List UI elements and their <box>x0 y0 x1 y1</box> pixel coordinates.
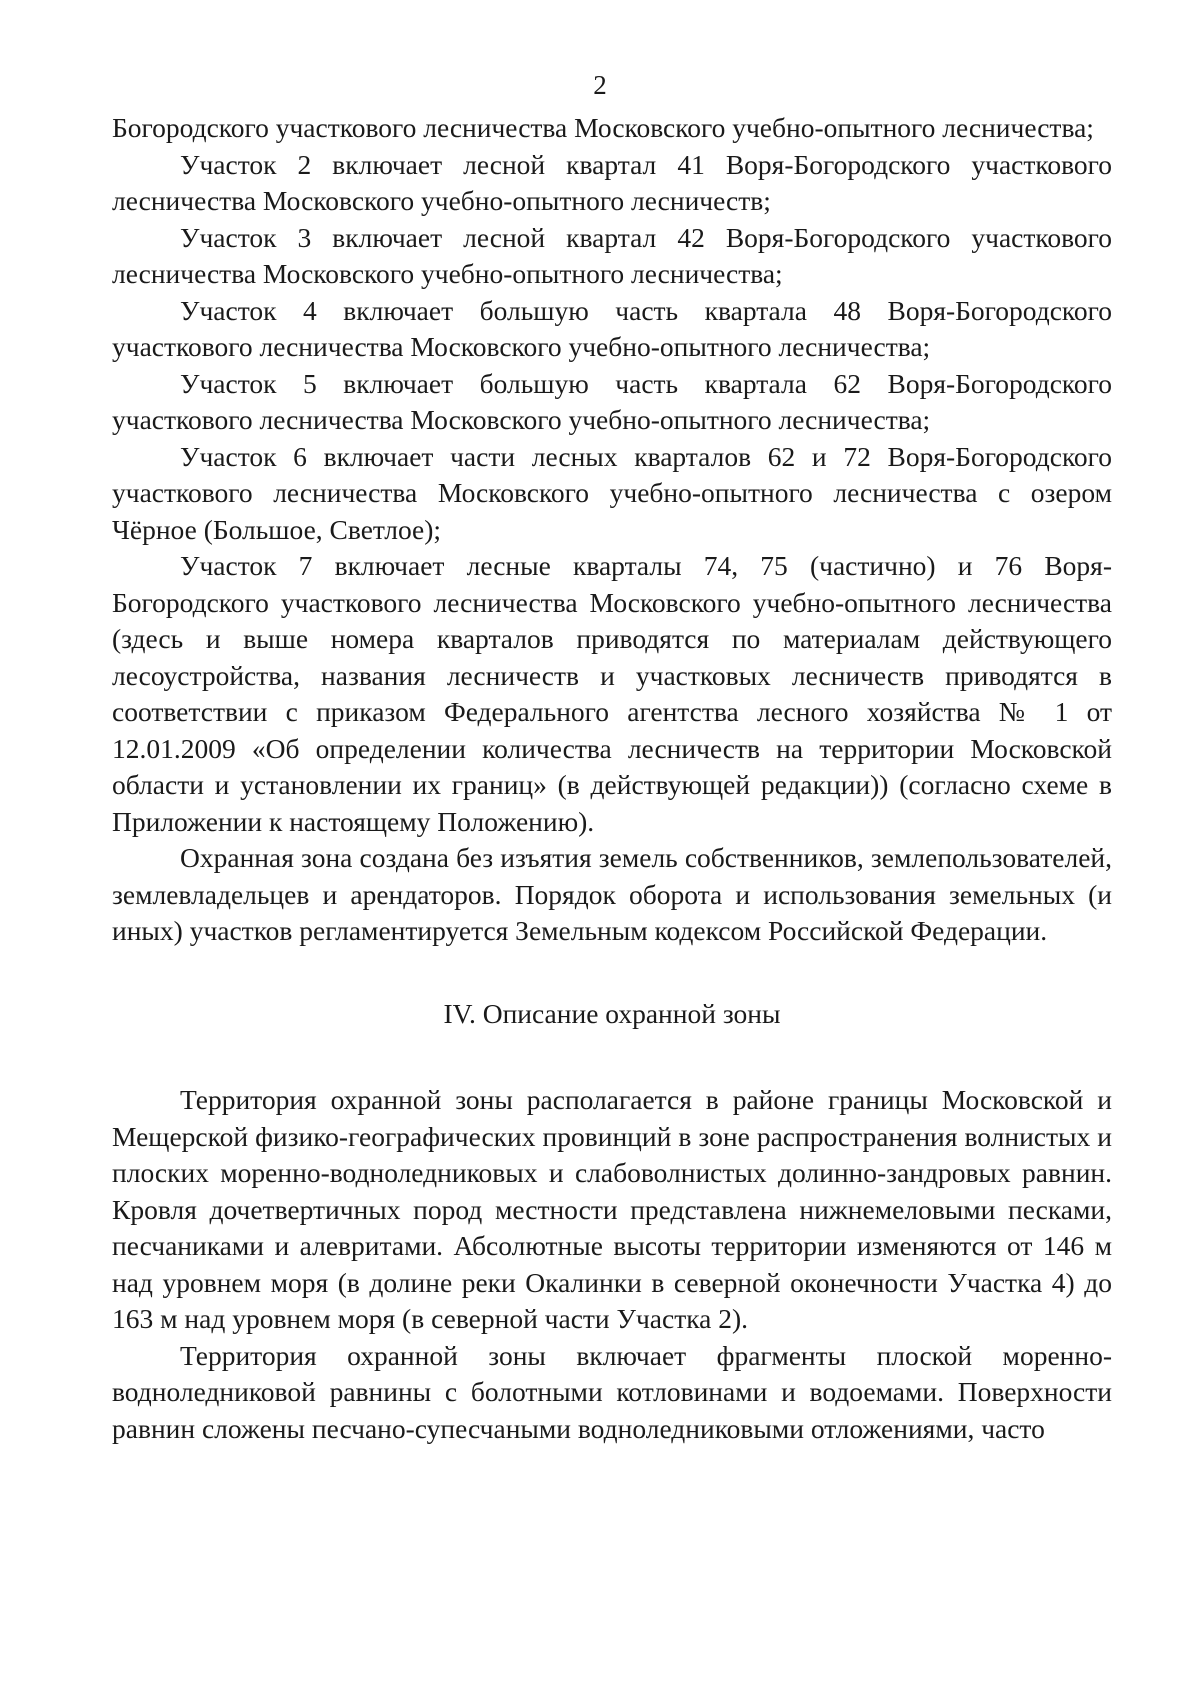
page-number: 2 <box>593 70 607 100</box>
paragraph-plot-5: Участок 5 включает большую часть квартала 62 Воря-Богородского участкового лесничества Московского учебно-опытного лесничества; <box>112 367 1112 435</box>
paragraph-territory-location: Территория охранной зоны располагается в районе границы Московской и Мещерской физико-географических провинций в зоне распространения волнистых и плоских моренно-водноледниковых и слабоволнистых долинно-зандровых равнин. Кровля дочетвертичных пород местности представлена нижнемеловыми песками, песчаниками и алевритами. Абсолютные высоты территории изменяются от 146 м над уровнем моря (в долине реки Окалинки в северной оконечности Участка 4) до 163 м над уровнем моря (в северной части Участка 2). <box>112 1084 1112 1334</box>
paragraph-plot-7: Участок 7 включает лесные кварталы 74, 75 (частично) и 76 Воря-Богородского участкового лесничества Московского учебно-опытного лесничества (здесь и выше номера кварталов приводятся по материалам действующего лесоустройства, названия лесничеств и участковых лесничеств приводятся в соответствии с приказом Федерального агентства лесного хозяйства № 1 от 12.01.2009 «Об определении количества лесничеств на территории Московской области и установлении их границ» (в действующей редакции)) (согласно схеме в Приложении к настоящему Положению). <box>112 550 1112 837</box>
paragraph-plot-4: Участок 4 включает большую часть квартала 48 Воря-Богородского участкового лесничества Московского учебно-опытного лесничества; <box>112 294 1112 362</box>
paragraph-plot-3: Участок 3 включает лесной квартал 42 Воря-Богородского участкового лесничества Московского учебно-опытного лесничества; <box>112 221 1112 289</box>
paragraph-protected-zone: Охранная зона создана без изъятия земель собственников, землепользователей, землевладельцев и арендаторов. Порядок оборота и использования земельных (и иных) участков регламентируется Земельным кодексом Российской Федерации. <box>112 842 1112 946</box>
paragraph-territory-relief: Территория охранной зоны включает фрагменты плоской моренно-водноледниковой равнины с болотными котловинами и водоемами. Поверхности равнин сложены песчано-супесчаными водноледниковыми отложениями, часто <box>112 1339 1112 1444</box>
paragraph-plot-6: Участок 6 включает части лесных кварталов 62 и 72 Воря-Богородского участкового лесничества Московского учебно-опытного лесничества с озером Чёрное (Большое, Светлое); <box>112 440 1112 545</box>
section-heading: IV. Описание охранной зоны <box>443 997 781 1029</box>
paragraph-plot-2: Участок 2 включает лесной квартал 41 Воря-Богородского участкового лесничества Московского учебно-опытного лесничеств; <box>112 148 1112 216</box>
paragraph-continuation: Богородского участкового лесничества Московского учебно-опытного лесничества; <box>112 112 1094 143</box>
document-body <box>112 110 1112 1447</box>
